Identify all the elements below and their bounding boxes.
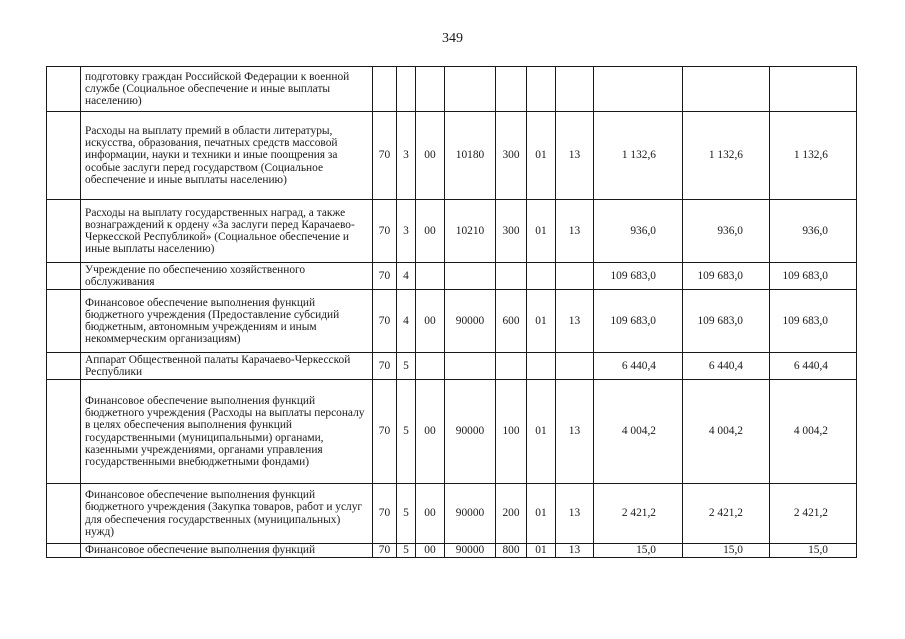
gov-code-cell: 70 xyxy=(373,544,397,558)
program-code-cell xyxy=(416,353,445,380)
gov-code-cell: 70 xyxy=(373,353,397,380)
item-code-cell: 13 xyxy=(556,200,594,263)
subsection-code-cell: 01 xyxy=(527,290,556,353)
amount-year2-cell: 4 004,2 xyxy=(683,380,770,484)
table-row xyxy=(47,200,857,263)
amount-year1-cell: 2 421,2 xyxy=(594,484,683,544)
item-code-cell xyxy=(556,353,594,380)
description-cell: Финансовое обеспечение выполнения функций бюджетного учреждения (Предоставление субсидий бюджетным, автономным учреждениям и иным некоммерческим организациям) xyxy=(81,290,373,353)
expense-code-cell: 90000 xyxy=(445,544,496,558)
program-code-cell xyxy=(416,263,445,290)
subsection-code-cell: 01 xyxy=(527,484,556,544)
program-code-cell: 00 xyxy=(416,200,445,263)
gov-code-cell: 70 xyxy=(373,290,397,353)
description-cell: Финансовое обеспечение выполнения функций бюджетного учреждения (Закупка товаров, работ и услуг для обеспечения государственных (муниципальных) нужд) xyxy=(81,484,373,544)
item-code-cell: 13 xyxy=(556,380,594,484)
program-code-cell: 00 xyxy=(416,484,445,544)
amount-year3-cell: 15,0 xyxy=(770,544,857,558)
amount-year2-cell: 2 421,2 xyxy=(683,484,770,544)
table-row xyxy=(47,544,857,558)
amount-year1-cell: 1 132,6 xyxy=(594,112,683,200)
description-cell: Финансовое обеспечение выполнения функций бюджетного учреждения (Расходы на выплаты персоналу в целях обеспечения выполнения функций государственными (муниципальными) органами, казенными учреждениями, органами управления государственными внебюджетными фондами) xyxy=(81,380,373,484)
amount-year1-cell: 109 683,0 xyxy=(594,263,683,290)
amount-year1-cell: 109 683,0 xyxy=(594,290,683,353)
description-cell: Учреждение по обеспечению хозяйственного обслуживания xyxy=(81,263,373,290)
expense-code-cell: 90000 xyxy=(445,484,496,544)
amount-year2-cell: 1 132,6 xyxy=(683,112,770,200)
section-code-cell: 5 xyxy=(397,353,416,380)
amount-year2-cell: 109 683,0 xyxy=(683,290,770,353)
gov-code-cell: 70 xyxy=(373,112,397,200)
table-row xyxy=(47,353,857,380)
type-code-cell: 300 xyxy=(496,200,527,263)
type-code-cell: 300 xyxy=(496,112,527,200)
subsection-code-cell xyxy=(527,263,556,290)
table-row xyxy=(47,484,857,544)
page-number: 349 xyxy=(442,31,463,46)
gov-code-cell: 70 xyxy=(373,263,397,290)
item-code-cell xyxy=(556,263,594,290)
type-code-cell xyxy=(496,353,527,380)
table-row xyxy=(47,67,857,112)
index-cell xyxy=(47,484,81,544)
item-code-cell: 13 xyxy=(556,544,594,558)
budget-table xyxy=(46,66,857,558)
program-code-cell: 00 xyxy=(416,112,445,200)
expense-code-cell: 90000 xyxy=(445,380,496,484)
amount-year3-cell: 936,0 xyxy=(770,200,857,263)
description-cell: Расходы на выплату государственных наград, а также вознаграждений к ордену «За заслуги перед Карачаево-Черкесской Республикой» (Социальное обеспечение и иные выплаты населению) xyxy=(81,200,373,263)
type-code-cell: 800 xyxy=(496,544,527,558)
type-code-cell: 100 xyxy=(496,380,527,484)
program-code-cell: 00 xyxy=(416,544,445,558)
type-code-cell: 600 xyxy=(496,290,527,353)
table-row xyxy=(47,380,857,484)
program-code-cell: 00 xyxy=(416,380,445,484)
section-code-cell: 5 xyxy=(397,380,416,484)
amount-year3-cell: 6 440,4 xyxy=(770,353,857,380)
amount-year3-cell: 109 683,0 xyxy=(770,290,857,353)
subsection-code-cell xyxy=(527,353,556,380)
amount-year1-cell xyxy=(594,67,683,112)
index-cell xyxy=(47,67,81,112)
amount-year3-cell: 2 421,2 xyxy=(770,484,857,544)
amount-year1-cell: 936,0 xyxy=(594,200,683,263)
subsection-code-cell xyxy=(527,67,556,112)
table-row xyxy=(47,112,857,200)
index-cell xyxy=(47,263,81,290)
section-code-cell: 5 xyxy=(397,544,416,558)
description-cell: Расходы на выплату премий в области литературы, искусства, образования, печатных средств массовой информации, науки и техники и иные поощрения за особые заслуги перед государством (Социальное обеспечение и иные выплаты населению) xyxy=(81,112,373,200)
index-cell xyxy=(47,353,81,380)
gov-code-cell xyxy=(373,67,397,112)
gov-code-cell: 70 xyxy=(373,200,397,263)
index-cell xyxy=(47,544,81,558)
description-cell: Финансовое обеспечение выполнения функций xyxy=(81,544,373,558)
description-cell: подготовку граждан Российской Федерации к военной службе (Социальное обеспечение и иные выплаты населению) xyxy=(81,67,373,112)
subsection-code-cell: 01 xyxy=(527,380,556,484)
subsection-code-cell: 01 xyxy=(527,112,556,200)
type-code-cell xyxy=(496,67,527,112)
section-code-cell: 4 xyxy=(397,290,416,353)
section-code-cell: 3 xyxy=(397,112,416,200)
type-code-cell xyxy=(496,263,527,290)
expense-code-cell: 90000 xyxy=(445,290,496,353)
amount-year3-cell: 4 004,2 xyxy=(770,380,857,484)
expense-code-cell xyxy=(445,263,496,290)
item-code-cell: 13 xyxy=(556,290,594,353)
expense-code-cell: 10210 xyxy=(445,200,496,263)
section-code-cell: 3 xyxy=(397,200,416,263)
amount-year2-cell: 936,0 xyxy=(683,200,770,263)
gov-code-cell: 70 xyxy=(373,380,397,484)
amount-year3-cell xyxy=(770,67,857,112)
index-cell xyxy=(47,290,81,353)
amount-year2-cell: 6 440,4 xyxy=(683,353,770,380)
section-code-cell: 4 xyxy=(397,263,416,290)
index-cell xyxy=(47,200,81,263)
section-code-cell xyxy=(397,67,416,112)
amount-year1-cell: 15,0 xyxy=(594,544,683,558)
amount-year2-cell: 15,0 xyxy=(683,544,770,558)
amount-year2-cell: 109 683,0 xyxy=(683,263,770,290)
expense-code-cell xyxy=(445,67,496,112)
amount-year2-cell xyxy=(683,67,770,112)
subsection-code-cell: 01 xyxy=(527,200,556,263)
table-body xyxy=(47,67,857,558)
item-code-cell: 13 xyxy=(556,484,594,544)
item-code-cell: 13 xyxy=(556,112,594,200)
expense-code-cell xyxy=(445,353,496,380)
description-cell: Аппарат Общественной палаты Карачаево-Черкесской Республики xyxy=(81,353,373,380)
amount-year3-cell: 1 132,6 xyxy=(770,112,857,200)
amount-year1-cell: 6 440,4 xyxy=(594,353,683,380)
index-cell xyxy=(47,112,81,200)
index-cell xyxy=(47,380,81,484)
gov-code-cell: 70 xyxy=(373,484,397,544)
table-row xyxy=(47,290,857,353)
table-row xyxy=(47,263,857,290)
type-code-cell: 200 xyxy=(496,484,527,544)
subsection-code-cell: 01 xyxy=(527,544,556,558)
program-code-cell: 00 xyxy=(416,290,445,353)
section-code-cell: 5 xyxy=(397,484,416,544)
expense-code-cell: 10180 xyxy=(445,112,496,200)
program-code-cell xyxy=(416,67,445,112)
item-code-cell xyxy=(556,67,594,112)
amount-year1-cell: 4 004,2 xyxy=(594,380,683,484)
amount-year3-cell: 109 683,0 xyxy=(770,263,857,290)
